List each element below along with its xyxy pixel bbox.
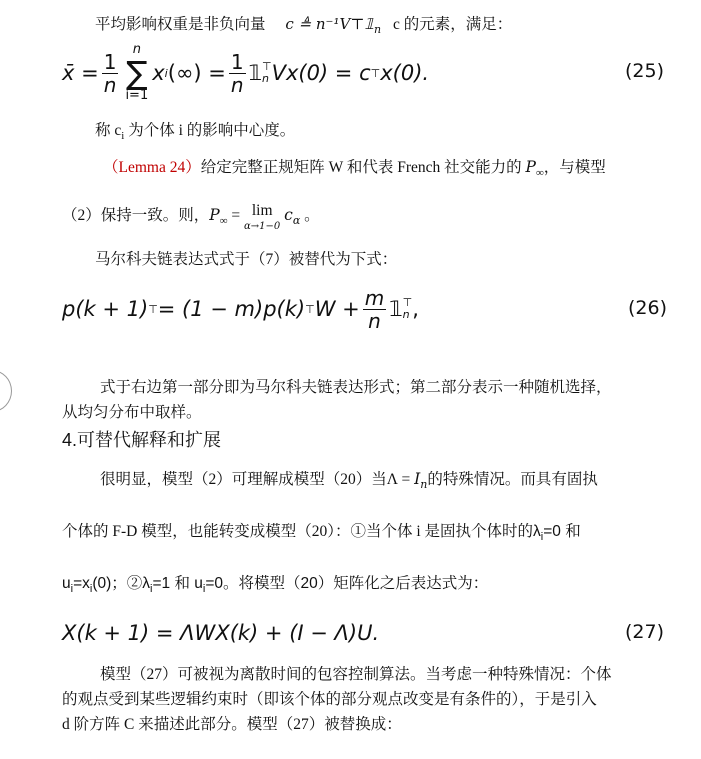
text: W + bbox=[314, 297, 360, 321]
text: x(0). bbox=[380, 61, 430, 85]
text: 为个体 i 的影响中心度。 bbox=[124, 122, 296, 139]
text: 很明显，模型（2）可理解成模型（20）当 bbox=[100, 471, 387, 488]
equation-number: (27) bbox=[625, 621, 665, 643]
text: 。 bbox=[300, 207, 320, 224]
text: m bbox=[364, 285, 385, 310]
text: n bbox=[230, 72, 244, 97]
text: ∑ bbox=[126, 54, 148, 92]
text: λ bbox=[533, 523, 541, 540]
text: , bbox=[412, 297, 419, 321]
text: n bbox=[261, 72, 269, 85]
text: =0。将模型（20）矩阵化之后表达式为： bbox=[205, 575, 489, 592]
text: u bbox=[62, 575, 71, 592]
text: =1 和 u bbox=[152, 575, 203, 592]
text: λ bbox=[142, 575, 151, 592]
text: ，与模型 bbox=[543, 159, 606, 176]
math-part bbox=[262, 61, 272, 85]
text: ⊤ bbox=[261, 60, 272, 73]
text: 的特殊情况。而具有固执 bbox=[427, 471, 598, 488]
paragraph-line bbox=[62, 519, 581, 543]
text: α bbox=[292, 214, 301, 228]
math-part bbox=[403, 297, 413, 321]
text: n bbox=[420, 478, 428, 492]
text: 𝟙 bbox=[389, 297, 403, 321]
paragraph-line bbox=[62, 571, 488, 595]
text: (0)；② bbox=[92, 575, 143, 592]
text: =x bbox=[73, 575, 90, 592]
text: n bbox=[402, 308, 410, 321]
text: ∞ bbox=[219, 215, 228, 228]
equation-number: (26) bbox=[628, 297, 668, 319]
text: n bbox=[373, 23, 382, 36]
equation-number: (25) bbox=[625, 60, 665, 82]
text: n bbox=[368, 308, 381, 333]
text: i bbox=[150, 583, 153, 596]
text: ∞ bbox=[535, 167, 544, 180]
text: 称 c bbox=[95, 122, 122, 139]
scroll-handle[interactable] bbox=[0, 370, 12, 412]
text: 𝟙 bbox=[248, 61, 262, 85]
text: ⊤ bbox=[402, 296, 413, 309]
text: p(k + 1) bbox=[62, 297, 149, 321]
text: 个体的 F-D 模型，也能转变成模型（20）：①当个体 i 是固执个体时的 bbox=[62, 523, 534, 540]
paragraph-line bbox=[100, 467, 598, 491]
math-part bbox=[244, 203, 280, 235]
paragraph-line: 式于右边第一部分即为马尔科夫链表达形式；第二部分表示一种随机选择， bbox=[100, 379, 612, 396]
text: =0 和 bbox=[543, 523, 581, 540]
equation-27 bbox=[62, 618, 379, 648]
text: 平均影响权重是非负向量 bbox=[95, 16, 266, 33]
text: c ≜ n⁻¹V⊤𝟙 bbox=[285, 15, 374, 33]
lemma-reference[interactable]: （Lemma 24） bbox=[103, 159, 201, 176]
math-part bbox=[229, 51, 246, 96]
math-part bbox=[125, 42, 148, 104]
text: n bbox=[132, 42, 141, 57]
text: 给定完整正规矩阵 W 和代表 French 社交能力的 bbox=[200, 159, 526, 176]
math-part bbox=[102, 51, 119, 96]
text: ⊤ bbox=[305, 302, 315, 316]
text: I bbox=[414, 470, 421, 488]
text: lim bbox=[251, 202, 273, 219]
text: P bbox=[525, 158, 536, 176]
paragraph-line: d 阶方阵 C 来描述此部分。模型（27）被替换成： bbox=[62, 716, 402, 733]
text: c 的元素，满足： bbox=[392, 16, 513, 33]
text: c bbox=[284, 206, 293, 224]
text: P bbox=[209, 206, 220, 224]
paragraph-line: 模型（27）可被视为离散时间的包容控制算法。当考虑一种特殊情况：个体 bbox=[100, 666, 612, 683]
equation-25 bbox=[62, 35, 429, 111]
text: i bbox=[89, 583, 93, 596]
paragraph-line: 的观点受到某些逻辑约束时（即该个体的部分观点改变是有条件的），于是引入 bbox=[62, 691, 597, 708]
math-part bbox=[363, 287, 386, 332]
text: X(k + 1) = ΛWX(k) + (I − Λ)U. bbox=[62, 621, 380, 645]
text: i bbox=[70, 583, 74, 596]
paragraph-markov: 马尔科夫链表达式式于（7）被替代为下式： bbox=[95, 251, 398, 268]
lemma-paragraph-continued bbox=[62, 203, 320, 235]
paragraph-influence-centrality bbox=[95, 118, 295, 142]
text: Λ = bbox=[386, 471, 415, 488]
text: ⊤ bbox=[370, 66, 381, 80]
text: i bbox=[164, 66, 168, 80]
text: (∞) = bbox=[167, 61, 226, 85]
text: x bbox=[152, 61, 165, 85]
text: 1 bbox=[230, 49, 244, 74]
inline-math-c bbox=[285, 15, 382, 36]
text: 1 bbox=[103, 49, 117, 74]
text: ⊤ bbox=[148, 302, 158, 316]
text: i bbox=[202, 583, 206, 596]
text: Vx(0) = c bbox=[271, 61, 371, 85]
text: α→1−0 bbox=[244, 221, 281, 232]
section-heading: 4.可替代解释和扩展 bbox=[62, 430, 222, 450]
lemma-paragraph bbox=[103, 155, 606, 179]
text: （2）保持一致。则， bbox=[62, 207, 210, 224]
paragraph-line: 从均匀分布中取样。 bbox=[62, 404, 202, 421]
paragraph-influence-weights bbox=[95, 12, 512, 36]
text: i=1 bbox=[125, 88, 149, 103]
text: = (1 − m)p(k) bbox=[157, 297, 306, 321]
text: x̄ = bbox=[62, 61, 99, 85]
text: i bbox=[121, 130, 125, 143]
equation-26 bbox=[62, 283, 419, 335]
text: = bbox=[227, 207, 245, 224]
text: n bbox=[103, 72, 117, 97]
text: i bbox=[540, 531, 544, 544]
